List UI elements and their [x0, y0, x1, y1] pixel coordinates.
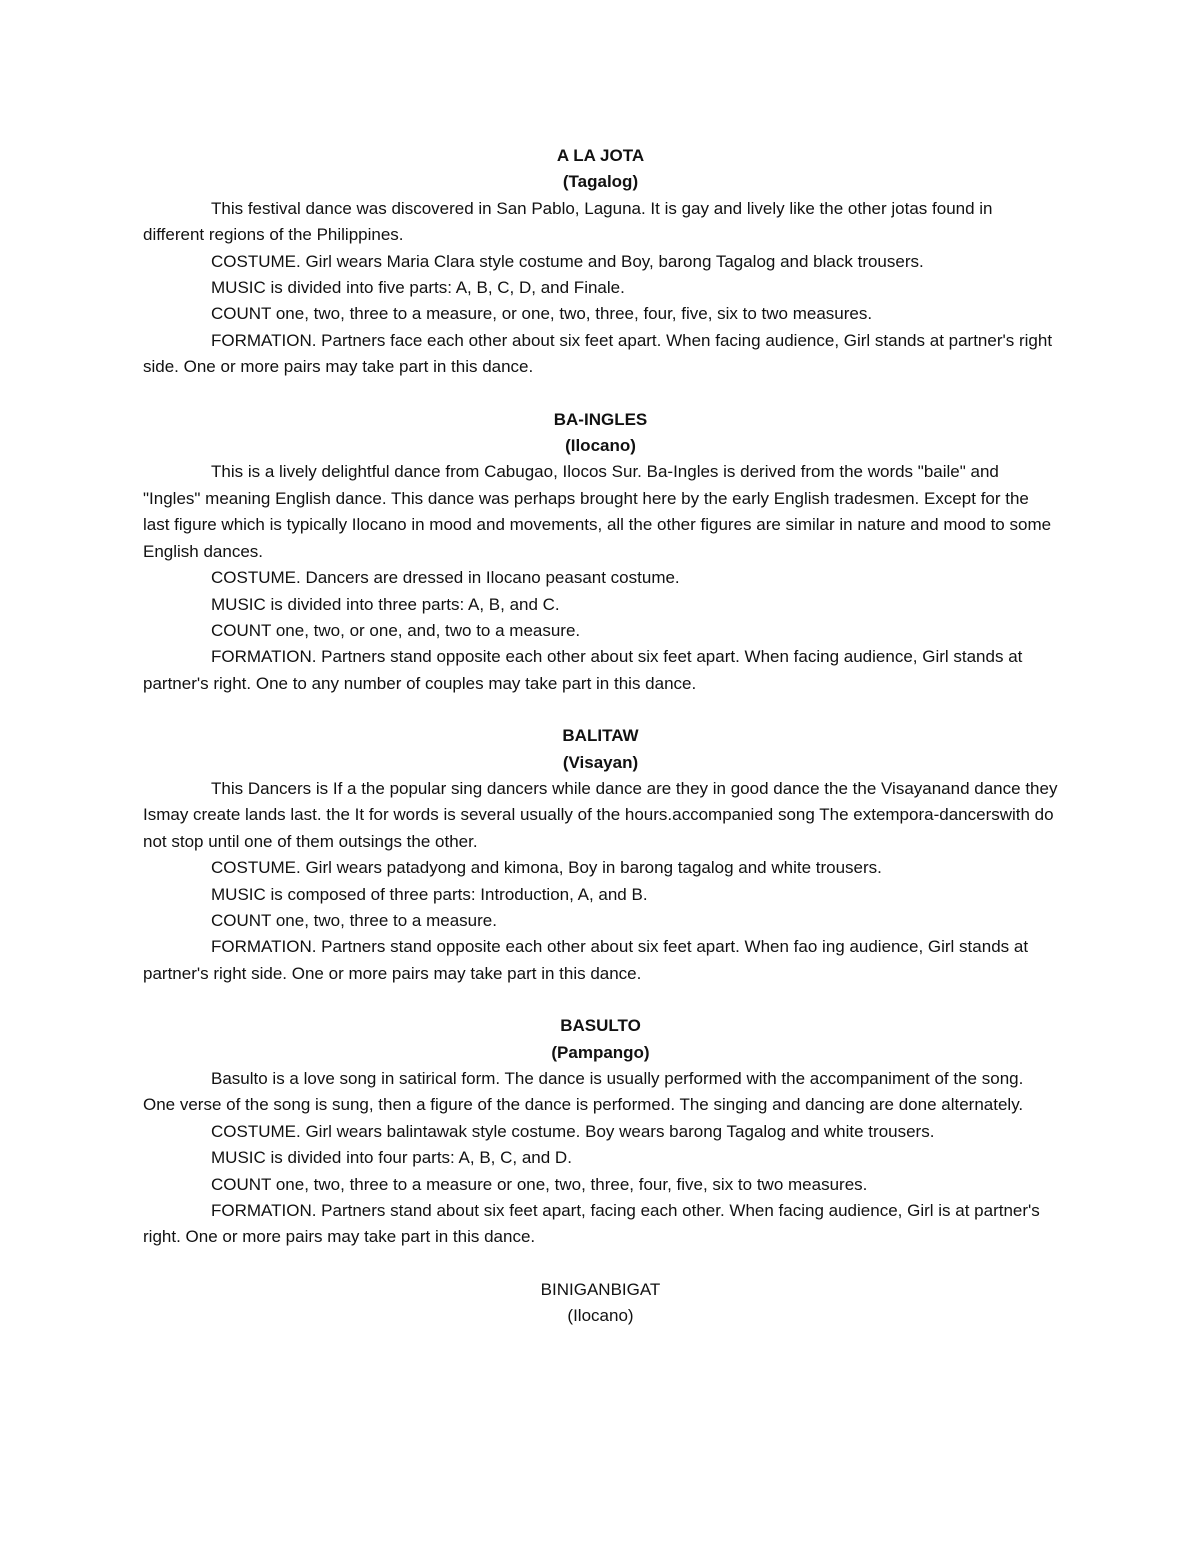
section-intro: Basulto is a love song in satirical form. The dance is usually performed with the accompaniment of the song. One verse of the song is sung, then a figure of the dance is performed. The singing and dancing are done alternately.: [143, 1069, 1024, 1115]
section-title: A LA JOTA: [556, 146, 645, 165]
section-region: (Visayan): [562, 752, 639, 772]
section-intro: This festival dance was discovered in San Pablo, Laguna. It is gay and lively like the other jotas found in different regions of the Philippines.: [143, 198, 993, 245]
section-region: (Pampango): [551, 1042, 650, 1062]
section-title: BINIGANBIGAT: [540, 1279, 661, 1299]
section-region: (Ilocano): [565, 436, 636, 456]
section-title: BA-INGLES: [553, 409, 648, 429]
costume-paragraph: COSTUME. Girl wears Maria Clara style costume and Boy, barong Tagalog and black trousers.: [211, 251, 924, 271]
music-paragraph: MUSIC is composed of three parts: Introduction, A, and B.: [211, 884, 648, 904]
count-paragraph: COUNT one, two, three to a measure or one, two, three, four, five, six to two measures.: [211, 1174, 868, 1194]
count-paragraph: COUNT one, two, three to a measure.: [211, 910, 497, 930]
section-intro: This is a lively delightful dance from Cabugao, Ilocos Sur. Ba-Ingles is derived from the words "baile" and "Ingles" meaning English dance. This dance was perhaps brought here by the early English tradesmen. Except for the last figure which is typically Ilocano in mood and movements, all the other figures are similar in nature and mood to some English dances.: [143, 462, 1052, 561]
music-paragraph: MUSIC is divided into four parts: A, B, C, and D.: [211, 1148, 572, 1168]
section-title: BASULTO: [560, 1016, 641, 1036]
document-page: [143, 143, 1058, 1356]
section-region: (Tagalog): [562, 172, 639, 192]
formation-paragraph: FORMATION. Partners stand opposite each other about six feet apart. When fao ing audience, Girl stands at partner's right side. One or more pairs may take part in this dance.: [143, 937, 1029, 983]
formation-paragraph: FORMATION. Partners face each other about six feet apart. When facing audience, Girl stands at partner's right side. One or more pairs may take part in this dance.: [143, 330, 1053, 377]
section-a-la-jota: [143, 143, 1058, 381]
section-balitaw: [143, 723, 1058, 987]
costume-paragraph: COSTUME. Girl wears balintawak style costume. Boy wears barong Tagalog and white trousers.: [211, 1121, 935, 1141]
section-region: (Ilocano): [567, 1306, 634, 1326]
music-paragraph: MUSIC is divided into three parts: A, B, and C.: [211, 594, 560, 614]
section-ba-ingles: [143, 407, 1058, 697]
formation-paragraph: FORMATION. Partners stand opposite each other about six feet apart. When facing audience, Girl stands at partner's right. One to any number of couples may take part in this dance.: [143, 647, 1023, 693]
section-basulto: [143, 1013, 1058, 1251]
costume-paragraph: COSTUME. Girl wears patadyong and kimona, Boy in barong tagalog and white trousers.: [211, 858, 882, 878]
count-paragraph: COUNT one, two, three to a measure, or one, two, three, four, five, six to two measures.: [211, 304, 873, 324]
section-intro: This Dancers is If a the popular sing dancers while dance are they in good dance the the Visayanand dance they Ismay create lands last. the It for words is several usually of the hours.accompanied song The extempora-dancerswith do not stop until one of them outsings the other.: [143, 778, 1058, 851]
section-biniganbigat: [143, 1277, 1058, 1330]
music-paragraph: MUSIC is divided into five parts: A, B, C, D, and Finale.: [211, 278, 625, 298]
section-title: BALITAW: [562, 726, 639, 746]
formation-paragraph: FORMATION. Partners stand about six feet apart, facing each other. When facing audience, Girl is at partner's right. One or more pairs may take part in this dance.: [143, 1201, 1040, 1247]
count-paragraph: COUNT one, two, or one, and, two to a measure.: [211, 620, 581, 640]
costume-paragraph: COSTUME. Dancers are dressed in Ilocano peasant costume.: [211, 568, 680, 588]
